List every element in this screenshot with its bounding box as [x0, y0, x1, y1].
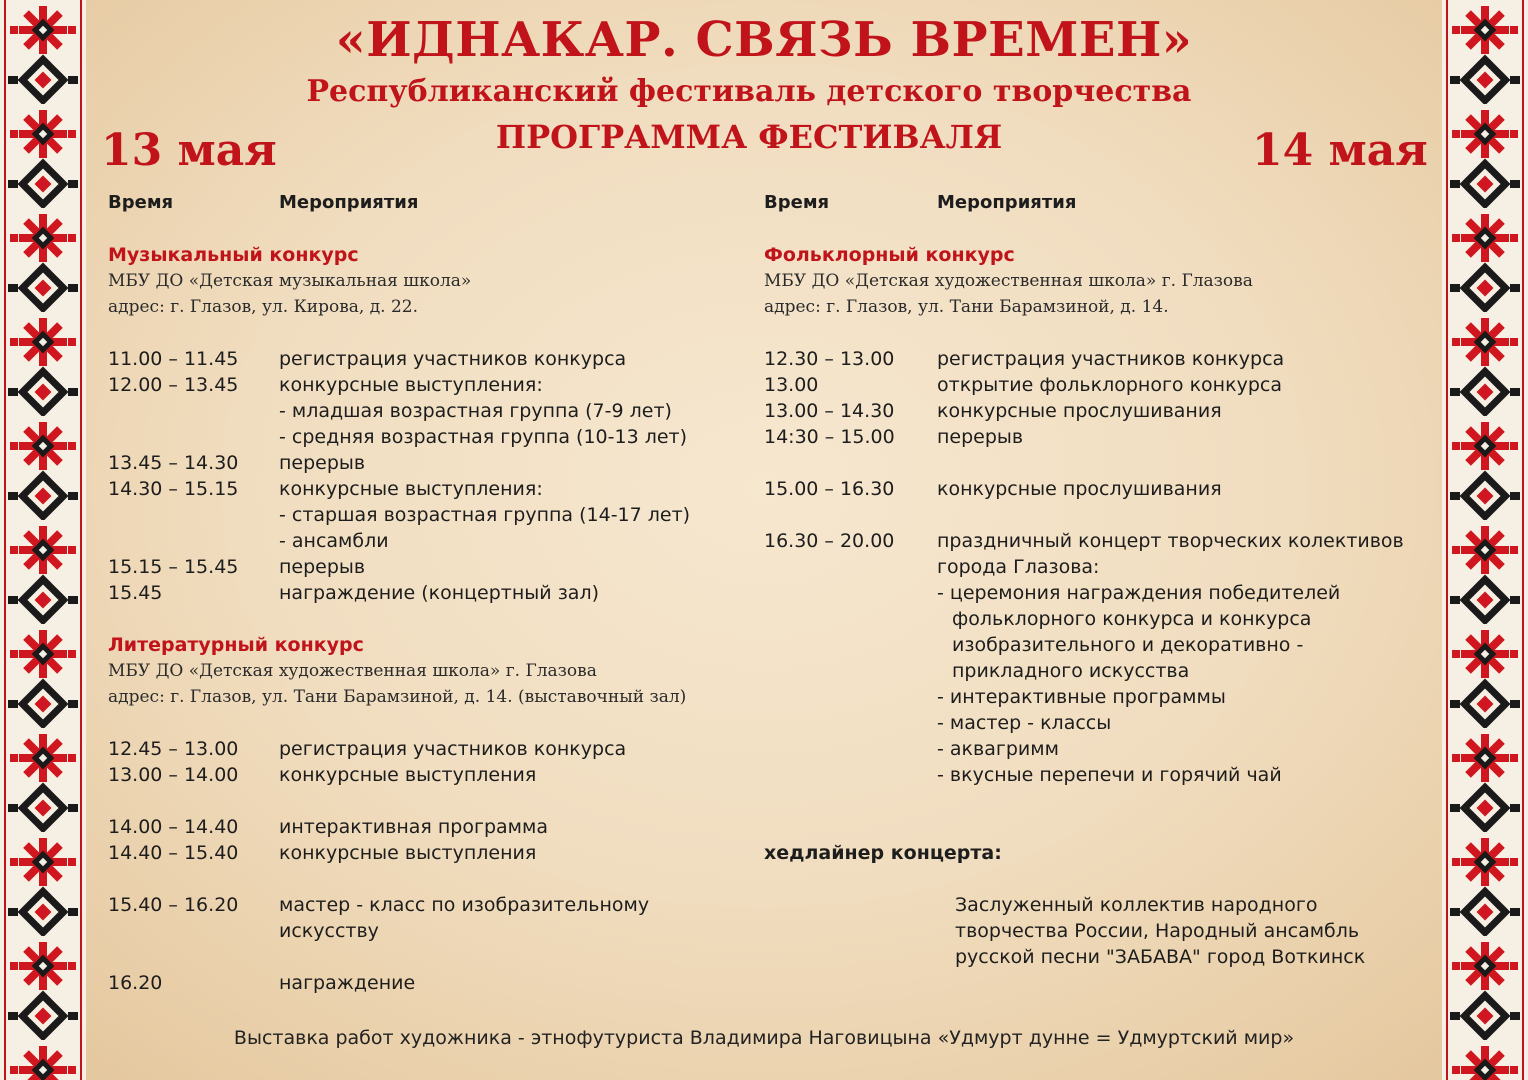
- list-item: [764, 658, 1444, 684]
- list-item: [764, 632, 1444, 658]
- event-text: награждение: [279, 972, 416, 994]
- event-text: открытие фольклорного конкурса: [937, 374, 1282, 396]
- list-item: [108, 528, 758, 554]
- list-item: [108, 970, 758, 996]
- col-event-header: Мероприятия: [279, 192, 419, 213]
- headliner-line: творчества России, Народный ансамбль: [955, 920, 1360, 942]
- list-item: [764, 424, 1444, 450]
- col-time-header: Время: [108, 192, 174, 213]
- day2-date: 14 мая: [1252, 125, 1428, 176]
- event-time: 12.30 – 13.00: [764, 348, 895, 370]
- col-time-header: Время: [764, 192, 830, 213]
- list-item: [108, 892, 758, 918]
- event-text: конкурсные выступления:: [279, 374, 543, 396]
- event-text: - церемония награждения победителей: [937, 582, 1341, 604]
- left-ornament-border: [0, 0, 86, 1080]
- list-item: [108, 554, 758, 580]
- festival-title: «ИДНАКАР. СВЯЗЬ ВРЕМЕН»: [335, 12, 1193, 68]
- list-item: [108, 450, 758, 476]
- event-time: 15.15 – 15.45: [108, 556, 239, 578]
- event-text: регистрация участников конкурса: [279, 738, 627, 760]
- event-time: 15.40 – 16.20: [108, 894, 239, 916]
- right-ornament-border: [1442, 0, 1528, 1080]
- event-text: изобразительного и декоративно -: [952, 634, 1304, 656]
- list-item: [108, 476, 758, 502]
- day1-schedule: [108, 190, 758, 996]
- list-item: [108, 502, 758, 528]
- list-item: [764, 398, 1444, 424]
- event-time: 13.00: [764, 374, 819, 396]
- event-text: искусству: [279, 920, 379, 942]
- headliner-label: хедлайнер концерта:: [764, 842, 1002, 864]
- list-item: [764, 476, 1444, 502]
- event-text: перерыв: [279, 452, 366, 474]
- event-time: 11.00 – 11.45: [108, 348, 239, 370]
- list-item: [764, 736, 1444, 762]
- list-item: [764, 606, 1444, 632]
- day1-date: 13 мая: [101, 125, 277, 176]
- event-text: перерыв: [279, 556, 366, 578]
- event-time: 14:30 – 15.00: [764, 426, 895, 448]
- list-item: [108, 424, 758, 450]
- event-text: города Глазова:: [937, 556, 1100, 578]
- table-header: [108, 190, 758, 216]
- event-text: конкурсные прослушивания: [937, 478, 1222, 500]
- event-text: перерыв: [937, 426, 1024, 448]
- list-item: [108, 346, 758, 372]
- folk-ornament-icon: [1442, 0, 1528, 1080]
- section-title: Фольклорный конкурс: [764, 244, 1015, 266]
- folk-ornament-icon: [0, 0, 86, 1080]
- headliner-line: Заслуженный коллектив народного: [955, 894, 1318, 916]
- venue-name: МБУ ДО «Детская художественная школа» г. Глазова: [108, 661, 597, 681]
- col-event-header: Мероприятия: [937, 192, 1077, 213]
- venue-address: адрес: г. Глазов, ул. Тани Барамзиной, д. 14.: [764, 297, 1169, 317]
- list-item: [108, 840, 758, 866]
- section-title: Музыкальный конкурс: [108, 244, 359, 266]
- list-item: [764, 554, 1444, 580]
- headliner-text: [955, 892, 1365, 970]
- list-item: [764, 710, 1444, 736]
- list-item: [108, 580, 758, 606]
- headliner-line: русской песни "ЗАБАВА" город Воткинск: [955, 946, 1366, 968]
- event-text: - старшая возрастная группа (14-17 лет): [279, 504, 691, 526]
- festival-subtitle: Республиканский фестиваль детского творчества: [306, 74, 1192, 109]
- list-item: [108, 736, 758, 762]
- event-text: прикладного искусства: [952, 660, 1190, 682]
- event-time: 16.30 – 20.00: [764, 530, 895, 552]
- venue-name: МБУ ДО «Детская музыкальная школа»: [108, 271, 472, 291]
- event-time: 14.00 – 14.40: [108, 816, 239, 838]
- event-time: 13.00 – 14.30: [764, 400, 895, 422]
- list-item: [764, 684, 1444, 710]
- event-time: 14.30 – 15.15: [108, 478, 239, 500]
- list-item: [108, 762, 758, 788]
- event-text: - мастер - классы: [937, 712, 1112, 734]
- list-item: [764, 372, 1444, 398]
- event-text: регистрация участников конкурса: [279, 348, 627, 370]
- event-time: 12.45 – 13.00: [108, 738, 239, 760]
- event-text: - вкусные перепечи и горячий чай: [937, 764, 1282, 786]
- list-item: [108, 918, 758, 944]
- event-text: - аквагримм: [937, 738, 1059, 760]
- event-text: праздничный концерт творческих колективов: [937, 530, 1404, 552]
- event-time: 15.00 – 16.30: [764, 478, 895, 500]
- event-text: - средняя возрастная группа (10-13 лет): [279, 426, 688, 448]
- event-text: конкурсные выступления: [279, 764, 537, 786]
- event-time: 16.20: [108, 972, 163, 994]
- event-time: 13.00 – 14.00: [108, 764, 239, 786]
- event-text: мастер - класс по изобразительному: [279, 894, 650, 916]
- section-title: Литературный конкурс: [108, 634, 364, 656]
- list-item: [764, 762, 1444, 788]
- event-text: - интерактивные программы: [937, 686, 1226, 708]
- venue-address: адрес: г. Глазов, ул. Кирова, д. 22.: [108, 297, 419, 317]
- event-time: 13.45 – 14.30: [108, 452, 239, 474]
- venue-name: МБУ ДО «Детская художественная школа» г. Глазова: [764, 271, 1253, 291]
- event-text: конкурсные выступления:: [279, 478, 543, 500]
- list-item: [764, 528, 1444, 554]
- event-text: награждение (концертный зал): [279, 582, 599, 604]
- event-text: конкурсные прослушивания: [937, 400, 1222, 422]
- list-item: [764, 346, 1444, 372]
- event-text: фольклорного конкурса и конкурса: [952, 608, 1312, 630]
- list-item: [108, 398, 758, 424]
- list-item: [108, 372, 758, 398]
- list-item: [108, 814, 758, 840]
- exhibition-note: Выставка работ художника - этнофутуриста Владимира Наговицына «Удмурт дунне = Удмуртский мир»: [233, 1027, 1295, 1049]
- list-item: [764, 580, 1444, 606]
- event-text: - младшая возрастная группа (7-9 лет): [279, 400, 672, 422]
- event-time: 14.40 – 15.40: [108, 842, 239, 864]
- event-text: конкурсные выступления: [279, 842, 537, 864]
- table-header: [764, 190, 1444, 216]
- event-text: интерактивная программа: [279, 816, 548, 838]
- event-time: 12.00 – 13.45: [108, 374, 239, 396]
- event-time: 15.45: [108, 582, 163, 604]
- venue-address: адрес: г. Глазов, ул. Тани Барамзиной, д. 14. (выставочный зал): [108, 687, 687, 707]
- day2-schedule: [764, 190, 1444, 968]
- event-text: регистрация участников конкурса: [937, 348, 1285, 370]
- program-heading: ПРОГРАММА ФЕСТИВАЛЯ: [495, 118, 1003, 156]
- event-text: - ансамбли: [279, 530, 389, 552]
